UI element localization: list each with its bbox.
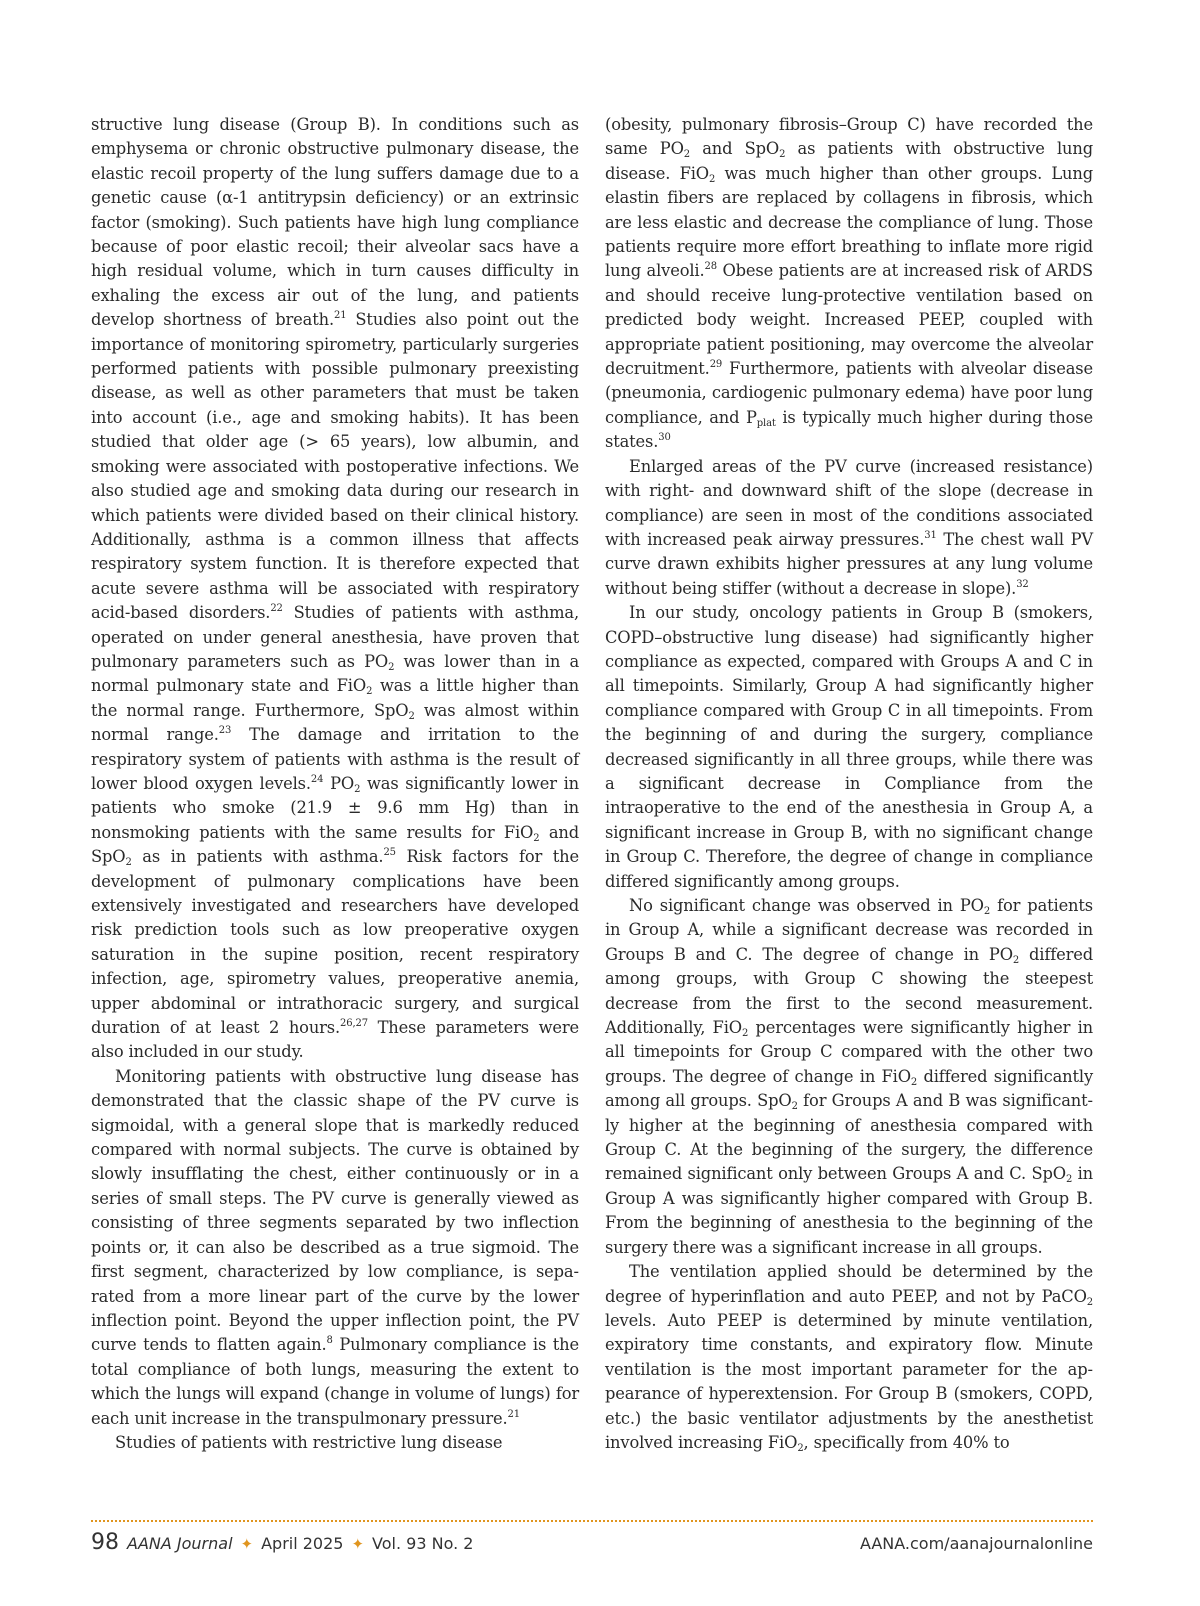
citation: 32	[1016, 578, 1029, 590]
journal-website: AANA.com/aanajournalonline	[859, 1534, 1093, 1553]
page-number: 98	[91, 1530, 119, 1555]
issue-volume: Vol. 93 No. 2	[372, 1534, 474, 1553]
paragraph: structive lung disease (Group B). In conditions such as emphysema or chronic obstructive pulmonary disease, the elastic recoil property of the lung suffers damage due to a genetic cause (α-1 antitrypsin deficiency) or an extrinsic factor (smoking). Such patients have high lung compliance because of poor elastic recoil; their alveolar sacs have a high residual volume, which in turn causes difficulty in exhaling the excess air out of the lung, and patients develop shortness of breath.$^{21}$ Studies also point out the importance of monitoring spirometry, particularly surgeries performed patients with possible pulmonary preexisting disease, as well as other parameters that must be taken into account (i.e., age and smoking habits). It has been studied that older age (> 65 years), low albumin, and smoking were associated with postoperative infections. We also studied age and smoking data during our research in which patients were divided based on their clinical history. Additionally, asthma is a common illness that affects respiratory system function. It is therefore expected that acute severe asthma will be associated with respiratory acid-based disorders.$^{22}$ Studies of patients with asthma, operated on under general anesthesia, have proven that pulmonary parameters such as $PO_2$ was lower than in a normal pulmonary state and FiO$_2$ was a little higher than the normal range. Furthermore, SpO$_2$ was almost within normal range.$^{23}$ The damage and irritation to the respiratory system of patients with asthma is the result of lower blood oxygen levels.$^{24}$ $PO_2$ was significantly lower in patients who smoke (21.9 ± 9.6 mm Hg) than in nonsmoking patients with the same results for FiO$_2$ and SpO$_2$ as in patients with asthma.$^{25}$ Risk factors for the development of pulmonary complications have been extensively investigated and researchers have developed risk prediction tools such as low preoperative oxygen saturation in the supine position, recent respiratory infection, age, spirometry values, preoperative anemia, upper abdominal or intrathoracic surgery, and surgical duration of at least 2 hours.$^{26,27}$ These parameters were also included in our study.	[91, 115, 580, 1062]
separator-star-icon: ✦	[240, 1535, 254, 1553]
separator-star-icon: ✦	[351, 1535, 365, 1553]
paragraph: No significant change was observed in $PO_2$ for patients in Group A, while a significant decrease was recorded in Groups B and C. The degree of change in $PO_2$ differed among groups, with Group C showing the steepest decrease from the first to the second measurement. Additionally, FiO$_2$ percentages were significantly higher in all timepoints for Group C compared with the other two groups. The degree of change in FiO$_2$ differed significantly among all groups. SpO$_2$ for Groups A and B was significantly higher at the beginning of anesthesia compared with Group C. At the beginning of the surgery, the difference remained significant only between Groups A and C. SpO$_2$ in Group A was significantly higher compared with Group B. From the beginning of anesthesia to the beginning of the surgery there was a significant increase in all groups.	[605, 896, 1093, 1257]
footer-left	[91, 1530, 473, 1555]
page-footer	[91, 1530, 1093, 1555]
paragraph: In our study, oncology patients in Group B (smokers, COPD–obstructive lung disease) had significantly higher compliance as expected, compared with Groups A and C in all timepoints. Similarly, Group A had significantly higher compliance compared with Group C in all timepoints. From the beginning of and during the surgery, compliance decreased significantly in all three groups, while there was a significant decrease in Compliance from the intraoperative to the end of the anesthesia in Group A, a significant increase in Group B, with no significant change in Group C. Therefore, the degree of change in compliance differed significantly among groups.	[605, 603, 1093, 891]
left-column	[91, 113, 579, 1455]
citation: 24	[310, 773, 324, 785]
issue-date: April 2025	[261, 1534, 344, 1553]
citation: 23	[218, 725, 232, 737]
citation: 31	[924, 529, 937, 541]
citation: 21	[333, 310, 347, 322]
citation: 21	[507, 1408, 520, 1420]
citation: 30	[658, 432, 671, 444]
citation: 28	[704, 261, 717, 273]
citation: 25	[383, 847, 396, 859]
paragraph: Monitoring patients with obstructive lung disease has demonstrated that the classic shape of the PV curve is sigmoidal, with a general slope that is markedly reduced compared with normal subjects. The curve is obtained by slowly insufflating the chest, either continuously or in a series of small steps. The PV curve is generally viewed as consisting of three segments separated by two inflection points or, it can also be described as a true sigmoid. The first segment, characterized by low compliance, is separated from a more linear part of the curve by the lower inflection point. Beyond the upper inflection point, the PV curve tends to flatten again.$^8$ Pulmonary compliance is the total compliance of both lungs, measuring the extent to which the lungs will expand (change in volume of lungs) for each unit increase in the transpulmonary pressure.$^{21}$	[91, 1066, 579, 1428]
citation: 29	[709, 359, 723, 371]
citation: 22	[270, 603, 283, 615]
paragraph: Studies of patients with restrictive lung disease	[115, 1432, 503, 1452]
citation: 8	[326, 1335, 333, 1347]
right-column	[605, 113, 1093, 1455]
citation: 26,27	[340, 1018, 368, 1030]
footer-divider	[91, 1520, 1093, 1522]
paragraph: The ventilation applied should be determined by the degree of hyperinflation and auto PEEP, and not by PaCO$_2$ levels. Auto PEEP is determined by minute ventilation, expiratory time constants, and expiratory flow. Minute ventilation is the most important parameter for the appearance of hyperextension. For Group B (smokers, COPD, etc.) the basic ventilator adjustments by the anesthetist involved increasing FiO$_2$, specifically from 40% to	[605, 1262, 1093, 1454]
paragraph: Enlarged areas of the PV curve (increased resistance) with right- and downward shift of the slope (decrease in compliance) are seen in most of the conditions associated with increased peak airway pressures.$^{31}$ The chest wall PV curve drawn exhibits higher pressures at any lung volume without being stiffer (without a decrease in slope).$^{32}$	[605, 456, 1093, 598]
paragraph: (obesity, pulmonary fibrosis–Group C) have recorded the same $PO_2$ and SpO$_2$ as patients with obstructive lung disease. FiO$_2$ was much higher than other groups. Lung elastin fibers are replaced by collagens in fibrosis, which are less elastic and decrease the compliance of lung. Those patients require more effort breathing to inflate more rigid lung alveoli.$^{28}$ Obese patients are at increased risk of ARDS and should receive lung-protective ventilation based on predicted body weight. Increased PEEP, coupled with appropriate patient positioning, may overcome the alveolar decruitment.$^{29}$ Furthermore, patients with alveolar disease (pneumonia, cardiogenic pulmonary edema) have poor lung compliance, and $P_{plat}$ is typically much higher during those states.$^{30}$	[605, 115, 1093, 452]
journal-name: AANA Journal	[127, 1534, 233, 1553]
